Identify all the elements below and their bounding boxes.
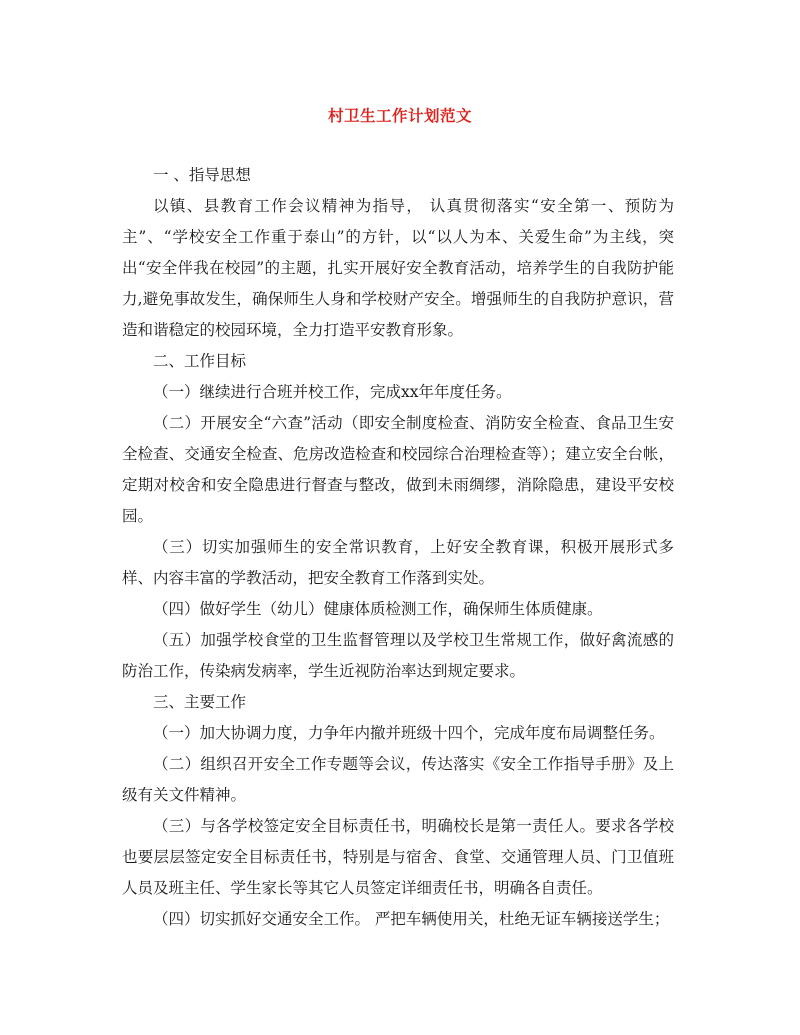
paragraph: （三）与各学校签定安全目标责任书，明确校长是第一责任人。要求各学校也要层层签定安全目标责任书，特别是与宿舍、食堂、交通管理人员、门卫值班人员及班主任、学生家长等其它人员签定详细责任书，明确各自责任。 (122, 817, 674, 897)
section-heading-guiding-ideology: 一 、指导思想 (153, 166, 251, 184)
paragraph: （四）做好学生（幼儿）健康体质检测工作，确保师生体质健康。 (153, 600, 603, 618)
paragraph: （五）加强学校食堂的卫生监督管理以及学校卫生常规工作，做好禽流感的防治工作，传染病发病率，学生近视防治率达到规定要求。 (122, 631, 674, 680)
section-heading-work-goals: 二、工作目标 (153, 352, 247, 370)
paragraph: （四）切实抓好交通安全工作。 严把车辆使用关，杜绝无证车辆接送学生； (153, 910, 670, 928)
paragraph: （二）组织召开安全工作专题等会议，传达落实《安全工作指导手册》及上级有关文件精神。 (122, 755, 674, 804)
paragraph: （一）加大协调力度，力争年内撤并班级十四个，完成年度布局调整任务。 (153, 724, 665, 742)
section-heading-main-work: 三、主要工作 (153, 693, 247, 711)
paragraph: 以镇、县教育工作会议精神为指导， 认真贯彻落实“安全第一、预防为主”、“学校安全工作重于泰山”的方针，以“以人为本、关爱生命”为主线，突出“安全伴我在校园”的主题，扎实开展好安全教育活动，培养学生的自我防护能力,避免事故发生，确保师生人身和学校财产安全。增强师生的自我防护意识，营造和谐稳定的校园环境，全力打造平安教育形象。 (122, 197, 674, 339)
document-title: 村卫生工作计划范文 (327, 106, 472, 125)
paragraph: （三）切实加强师生的安全常识教育，上好安全教育课，积极开展形式多样、内容丰富的学教活动，把安全教育工作落到实处。 (122, 538, 674, 587)
paragraph: （一）继续进行合班并校工作，完成xx年年度任务。 (153, 383, 512, 401)
paragraph: （二）开展安全“六查”活动（即安全制度检查、消防安全检查、食品卫生安全检查、交通安全检查、危房改造检查和校园综合治理检查等）；建立安全台帐，定期对校舍和安全隐患进行督查与整改，做到未雨绸缪，消除隐患，建设平安校园。 (122, 414, 674, 525)
document-body (122, 160, 674, 935)
